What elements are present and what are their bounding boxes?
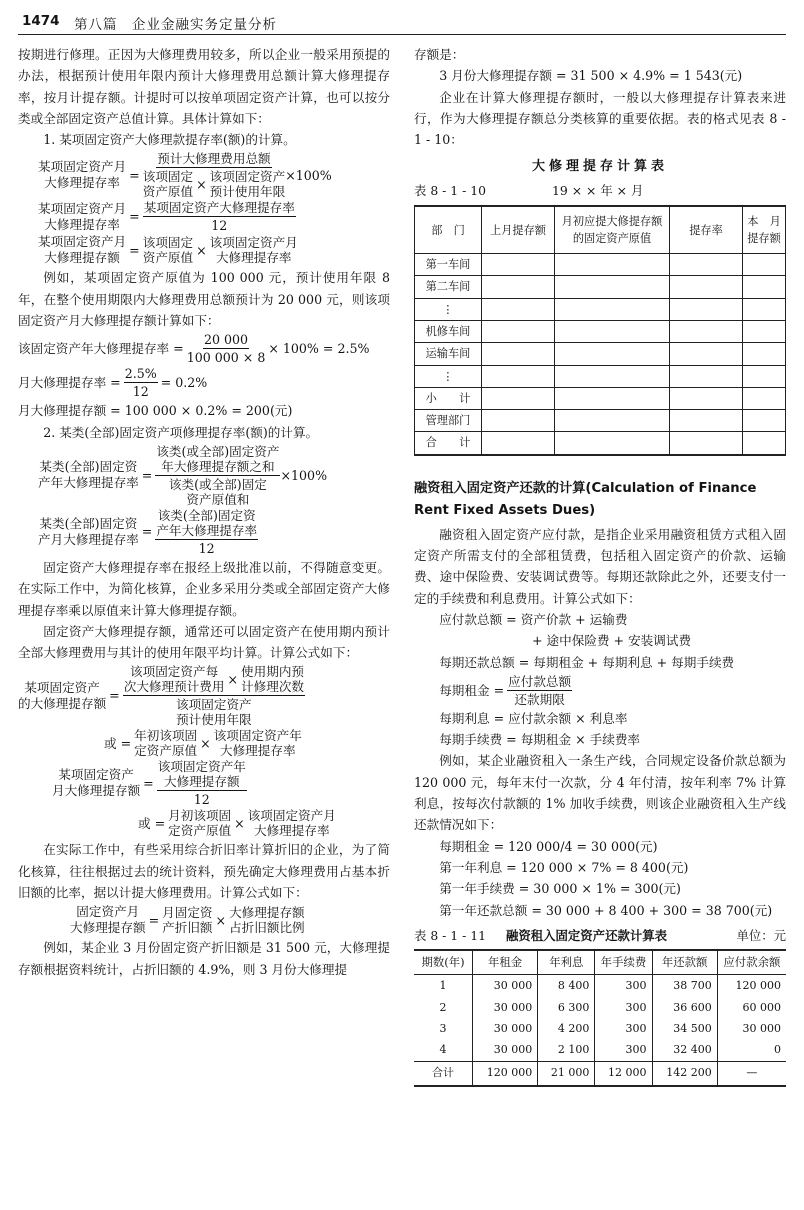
department-cell: 机修车间	[415, 320, 482, 342]
table-cell: 3	[414, 1018, 473, 1039]
table-title: 大修理提存计算表	[531, 159, 668, 175]
table-row	[415, 276, 786, 298]
empty-cell	[743, 365, 786, 387]
table-cell: 32 400	[652, 1039, 717, 1061]
column-header: 本 月提存额	[743, 206, 786, 254]
column-header: 年还款额	[652, 950, 717, 975]
table-number: 表 8 - 1 - 10	[414, 182, 486, 198]
empty-cell	[670, 365, 743, 387]
formula: 月大修理提存率 = $\frac{2.5\%}{12}$ = 0.2%	[18, 366, 208, 400]
table-row	[415, 365, 786, 387]
page-header	[18, 8, 786, 35]
empty-cell	[670, 320, 743, 342]
table-header-row	[414, 950, 786, 975]
table-cell: 2 100	[538, 1039, 595, 1061]
table-cell: 30 000	[473, 1018, 538, 1039]
table-cell: 30 000	[473, 997, 538, 1018]
department-cell: 第二车间	[415, 276, 482, 298]
column-header: 月初应提大修提存额的固定资产原值	[555, 206, 670, 254]
empty-cell	[555, 432, 670, 455]
table-cell: 300	[595, 1039, 652, 1061]
empty-cell	[670, 432, 743, 455]
column-header: 应付款余额	[717, 950, 786, 975]
formula: 3 月份大修理提存额 = 31 500 × 4.9% = 1 543(元)	[439, 68, 743, 84]
empty-cell	[670, 410, 743, 432]
formula: 某项固定资产月 大修理提存率 = 某项固定资产大修理提存率 12	[38, 200, 295, 234]
formula: 每期还款总额 = 每期租金 + 每期利息 + 每期手续费	[439, 654, 735, 670]
table-cell: 38 700	[652, 975, 717, 997]
paragraph: 融资租入固定资产应付款，是指企业采用融资租赁方式租入固定资产所需支付的全部租赁费，包括租入固定资产的价款、运输费、途中保险费、安装调试费等。每期还款除此之外，还要支付一定的手续费和利息费用。计算公式如下：	[414, 526, 786, 606]
empty-cell	[555, 387, 670, 409]
column-header: 提存率	[670, 206, 743, 254]
formula: 每期手续费 = 每期租金 × 手续费率	[439, 732, 641, 748]
table-row	[415, 343, 786, 365]
column-header: 年手续费	[595, 950, 652, 975]
formula: 某项固定资产月 大修理提存率 = 预计大修理费用总额 该项固定 资产原值 × 该项固定资产 预计使用年限 ×100%	[38, 151, 332, 200]
table-cell: 8 400	[538, 975, 595, 997]
formula: 某项固定资产月 大修理提存额 = 该项固定 资产原值 × 该项固定资产月 大修理提存率	[38, 234, 298, 266]
empty-cell	[743, 432, 786, 455]
formula: 固定资产月 大修理提存额 = 月固定资 产折旧额 × 大修理提存额 占折旧额比例	[70, 904, 305, 936]
right-column	[414, 44, 786, 1087]
table-cell: 4 200	[538, 1018, 595, 1039]
formula: 每期租金 = 应付款总额 还款期限	[439, 673, 572, 707]
formula: 某类(全部)固定资 产月大修理提存率 = 该类(全部)固定资 产年大修理提存率 12	[38, 507, 258, 556]
formula: 应付款总额 = 资产价款 + 运输费	[439, 611, 628, 627]
paragraph: 在实际工作中，有些采用综合折旧率计算折旧的企业，为了简化核算，往往根据过去的统计资料，预先确定大修理费用占基本折旧额的比率，据以计提大修理费用。计算公式如下：	[18, 842, 390, 901]
table-title: 融资租入固定资产还款计算表	[505, 927, 668, 943]
table-caption	[414, 925, 786, 946]
empty-cell	[555, 365, 670, 387]
formula: 或 = 年初该项固 定资产原值 × 该项固定资产年 大修理提存率	[104, 728, 302, 759]
department-cell: 管理部门	[415, 410, 482, 432]
paragraph: 例如，某企业融资租入一条生产线，合同规定设备价款总额为 120 000 元，每年末付一次款，分 4 年付清，按年利率 7% 计算利息，按每次付款额的 1% 加收手续费，则该企业融资租入生产线还款情况如下：	[414, 753, 786, 833]
formula: 该固定资产年大修理提存率 = $\frac{20 000}{100 000 \times 8}$ × 100% = 2.5%	[18, 332, 370, 366]
column-header: 年租金	[473, 950, 538, 975]
formula: 或 = 月初该项固 定资产原值 × 该项固定资产月 大修理提存率	[138, 808, 336, 839]
table-cell: 1	[414, 975, 473, 997]
total-row	[414, 1061, 786, 1086]
table-cell: 合计	[414, 1061, 473, 1086]
empty-cell	[743, 276, 786, 298]
empty-cell	[670, 387, 743, 409]
empty-cell	[670, 298, 743, 320]
formula: 第一年还款总额 = 30 000 + 8 400 + 300 = 38 700(元)	[439, 902, 773, 918]
column-header: 上月提存额	[482, 206, 555, 254]
table-row	[415, 254, 786, 276]
table-cell: 21 000	[538, 1061, 595, 1086]
table-cell: 30 000	[473, 1039, 538, 1061]
empty-cell	[743, 254, 786, 276]
empty-cell	[482, 298, 555, 320]
paragraph: 固定资产大修理提存率在报经上级批准以前，不得随意变更。在实际工作中，为简化核算，企业多采用分类或全部固定资产大修理提存率乘以原值来计算大修理提存额。	[18, 559, 390, 618]
empty-cell	[482, 410, 555, 432]
empty-cell	[482, 387, 555, 409]
table-cell: 30 000	[742, 1021, 781, 1035]
formula: 第一年手续费 = 30 000 × 1% = 300(元)	[439, 881, 681, 897]
paragraph: 企业在计算大修理提存额时，一般以大修理提存计算表来进行，作为大修理提存额总分类核算的重要依据。表的格式见表 8 - 1 - 10：	[414, 89, 786, 148]
table-row	[415, 432, 786, 455]
formula: 每期租金 = 120 000/4 = 30 000(元)	[439, 838, 658, 854]
table-cell: 120 000	[473, 1061, 538, 1086]
table-row	[414, 975, 786, 997]
page-number: 1474	[22, 13, 60, 29]
table-cell: 300	[595, 1018, 652, 1039]
table-cell: 2	[414, 997, 473, 1018]
table-cell: 12 000	[595, 1061, 652, 1086]
table-row	[414, 1039, 786, 1061]
empty-cell	[670, 254, 743, 276]
empty-cell	[670, 343, 743, 365]
department-cell: 小 计	[415, 387, 482, 409]
table-cell: 120 000	[735, 979, 781, 993]
running-title: 第八篇 企业金融实务定量分析	[74, 17, 277, 33]
paragraph: 例如，某项固定资产原值为 100 000 元，预计使用年限 8 年，在整个使用期限内大修理费用总额预计为 20 000 元，则该项固定资产月大修理提存额计算如下：	[18, 270, 390, 329]
table-cell: 36 600	[652, 997, 717, 1018]
formula: 月大修理提存额 = 100 000 × 0.2% = 200(元)	[18, 403, 293, 419]
department-cell: ⋮	[415, 298, 482, 320]
empty-cell	[743, 343, 786, 365]
empty-cell	[555, 276, 670, 298]
empty-cell	[555, 343, 670, 365]
formula: + 途中保险费 + 安装调试费	[532, 633, 692, 649]
empty-cell	[482, 276, 555, 298]
empty-cell	[482, 343, 555, 365]
department-cell: ⋮	[415, 365, 482, 387]
formula: 某项固定资产 月大修理提存额 = 该项固定资产年 大修理提存额 12	[52, 759, 246, 808]
department-cell: 运输车间	[415, 343, 482, 365]
table-cell: 0	[774, 1043, 781, 1057]
table-cell: —	[717, 1061, 786, 1086]
table-cell: 300	[595, 975, 652, 997]
formula: 某类(全部)固定资 产年大修理提存率 = 该类(或全部)固定资产 年大修理提存额之和 该类(或全部)固定 资产原值和 ×100%	[38, 443, 328, 507]
formula: 某项固定资产 的大修理提存额 = 该项固定资产每 次大修理预计费用 × 使用期内预 计修理次数 该项固定资产 预计使用年限	[18, 664, 304, 728]
table-cell: 30 000	[473, 975, 538, 997]
department-cell: 第一车间	[415, 254, 482, 276]
formula: 第一年利息 = 120 000 × 7% = 8 400(元)	[439, 859, 689, 875]
paragraph: 按期进行修理。正因为大修理费用较多，所以企业一般采用预提的办法，根据预计使用年限内预计大修理费用总额计算大修理提存率，按月计提存额。计提时可以按单项固定资产计算，也可以按分类或全部固定资产总值计算。具体计算如下：	[18, 47, 390, 126]
paragraph: 存额是：	[414, 47, 465, 62]
subheading: 2. 某类(全部)固定资产项修理提存率(额)的计算。	[43, 424, 319, 440]
subheading: 1. 某项固定资产大修理款提存率(额)的计算。	[43, 132, 296, 148]
left-column	[18, 44, 390, 980]
empty-cell	[555, 410, 670, 432]
empty-cell	[482, 365, 555, 387]
table-cell: 300	[595, 997, 652, 1018]
column-header: 部 门	[415, 206, 482, 254]
repayment-table	[414, 949, 786, 1086]
table-cell: 60 000	[742, 1000, 781, 1014]
formula: 每期利息 = 应付款余额 × 利息率	[439, 710, 628, 726]
column-header: 期数(年)	[414, 950, 473, 975]
table-unit: 单位：元	[736, 927, 786, 943]
column-header: 年利息	[538, 950, 595, 975]
table-date: 19 × × 年 × 月	[552, 182, 644, 198]
empty-cell	[482, 320, 555, 342]
table-row	[415, 298, 786, 320]
table-row	[415, 387, 786, 409]
empty-cell	[743, 298, 786, 320]
table-cell: 142 200	[652, 1061, 717, 1086]
table-row	[415, 320, 786, 342]
table-number: 表 8 - 1 - 11	[414, 927, 486, 943]
table-cell: 6 300	[538, 997, 595, 1018]
empty-cell	[482, 254, 555, 276]
table-row	[415, 410, 786, 432]
empty-cell	[555, 254, 670, 276]
empty-cell	[743, 410, 786, 432]
paragraph: 固定资产大修理提存额，通常还可以固定资产在使用期内预计全部大修理费用与其计的使用年限平均计算。计算公式如下：	[18, 623, 390, 661]
empty-cell	[743, 387, 786, 409]
department-cell: 合 计	[415, 432, 482, 455]
empty-cell	[670, 276, 743, 298]
table-cell: 34 500	[652, 1018, 717, 1039]
empty-cell	[743, 320, 786, 342]
table-cell: 4	[414, 1039, 473, 1061]
table-row	[414, 997, 786, 1018]
table-row	[414, 1018, 786, 1039]
empty-cell	[555, 298, 670, 320]
empty-cell	[482, 432, 555, 455]
table-header-row	[415, 206, 786, 254]
paragraph: 例如，某企业 3 月份固定资产折旧额是 31 500 元，大修理提存额根据资料统计，占折旧额的 4.9%，则 3 月份大修理提	[18, 940, 390, 977]
section-title: 融资租入固定资产还款的计算(Calculation of Finance Rent Fixed Assets Dues)	[414, 480, 757, 518]
provision-table	[414, 205, 786, 456]
empty-cell	[555, 320, 670, 342]
table-meta	[414, 180, 786, 201]
